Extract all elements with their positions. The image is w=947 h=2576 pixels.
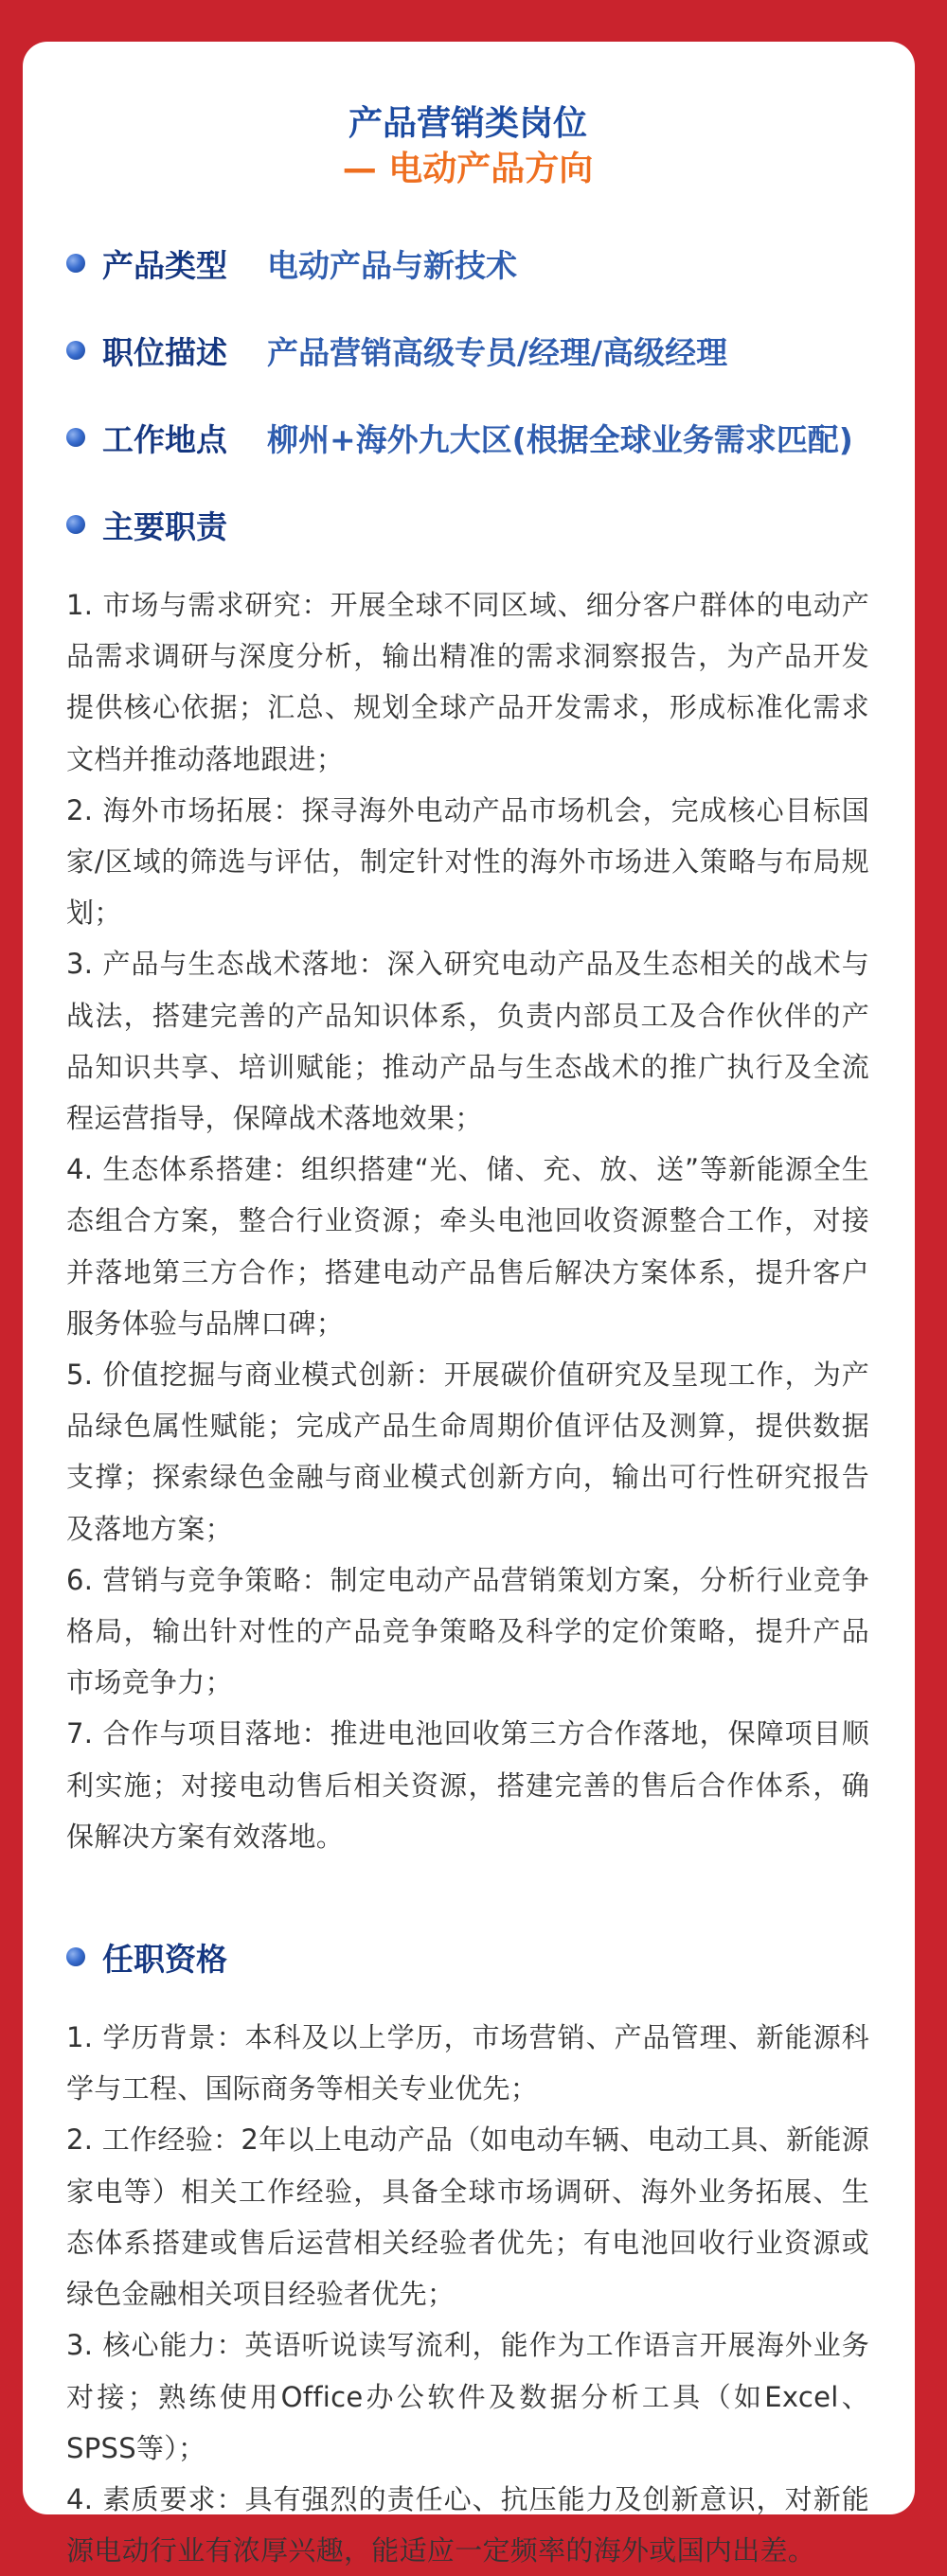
list-item: 2. 工作经验：2年以上电动产品（如电动车辆、电动工具、新能源家电等）相关工作经验，具备全球市场调研、海外业务拓展、生态体系搭建或售后运营相关经验者优先；有电池回收行业资源或绿色金融相关项目经验者优先； [66, 2123, 869, 2311]
info-row-product-type [66, 237, 869, 290]
info-row-job-title [66, 324, 869, 377]
list-item: 5. 价值挖掘与商业模式创新：开展碳价值研究及呈现工作，为产品绿色属性赋能；完成产品生命周期价值评估及测算，提供数据支撑；探索绿色金融与商业模式创新方向，输出可行性研究报告及落地方案； [66, 1359, 869, 1545]
blue-dot-bullet-icon [66, 428, 85, 447]
section-heading-responsibilities [66, 498, 869, 551]
info-label: 工作地点 [102, 420, 227, 458]
list-item: 2. 海外市场拓展：探寻海外电动产品市场机会，完成核心目标国家/区域的筛选与评估，制定针对性的海外市场进入策略与布局规划； [66, 793, 869, 930]
list-item: 4. 生态体系搭建：组织搭建“光、储、充、放、送”等新能源全生态组合方案，整合行业资源；牵头电池回收资源整合工作，对接并落地第三方合作；搭建电动产品售后解决方案体系，提升客户服务体验与品牌口碑； [66, 1153, 869, 1340]
list-item: 3. 核心能力：英语听说读写流利，能作为工作语言开展海外业务对接；熟练使用Office办公软件及数据分析工具（如Excel、SPSS等）； [66, 2329, 869, 2464]
list-item: 4. 素质要求：具有强烈的责任心、抗压能力及创新意识，对新能源电动行业有浓厚兴趣，能适应一定频率的海外或国内出差。 [66, 2482, 869, 2567]
info-row-location [66, 411, 869, 464]
info-value: 柳州+海外九大区(根据全球业务需求匹配) [267, 420, 853, 458]
list-item: 6. 营销与竞争策略：制定电动产品营销策划方案，分析行业竞争格局，输出针对性的产品竞争策略及科学的定价策略，提升产品市场竞争力； [66, 1563, 869, 1699]
page-subtitle: — 电动产品方向 [342, 150, 594, 188]
list-item: 1. 学历背景：本科及以上学历，市场营销、产品管理、新能源科学与工程、国际商务等相关专业优先； [66, 2021, 869, 2105]
page-title: 产品营销类岗位 [348, 104, 587, 143]
info-label: 职位描述 [102, 333, 227, 371]
blue-dot-bullet-icon [66, 1947, 85, 1966]
info-value: 电动产品与新技术 [267, 246, 517, 284]
responsibilities-list [66, 579, 869, 1862]
info-label: 产品类型 [102, 246, 227, 284]
section-title: 主要职责 [102, 507, 227, 545]
info-value: 产品营销高级专员/经理/高级经理 [267, 333, 728, 371]
list-item: 1. 市场与需求研究：开展全球不同区域、细分客户群体的电动产品需求调研与深度分析，输出精准的需求洞察报告，为产品开发提供核心依据；汇总、规划全球产品开发需求，形成标准化需求文档并推动落地跟进； [66, 589, 869, 775]
blue-dot-bullet-icon [66, 341, 85, 360]
blue-dot-bullet-icon [66, 254, 85, 273]
section-title: 任职资格 [102, 1940, 227, 1978]
section-heading-qualifications [66, 1930, 869, 1983]
blue-dot-bullet-icon [66, 515, 85, 534]
job-card [23, 42, 915, 2567]
qualifications-list [66, 2012, 869, 2576]
list-item: 3. 产品与生态战术落地：深入研究电动产品及生态相关的战术与战法，搭建完善的产品知识体系，负责内部员工及合作伙伴的产品知识共享、培训赋能；推动产品与生态战术的推广执行及全流程运营指导，保障战术落地效果； [66, 948, 869, 1135]
list-item: 7. 合作与项目落地：推进电池回收第三方合作落地，保障项目顺利实施；对接电动售后相关资源，搭建完善的售后合作体系，确保解决方案有效落地。 [66, 1717, 869, 1853]
